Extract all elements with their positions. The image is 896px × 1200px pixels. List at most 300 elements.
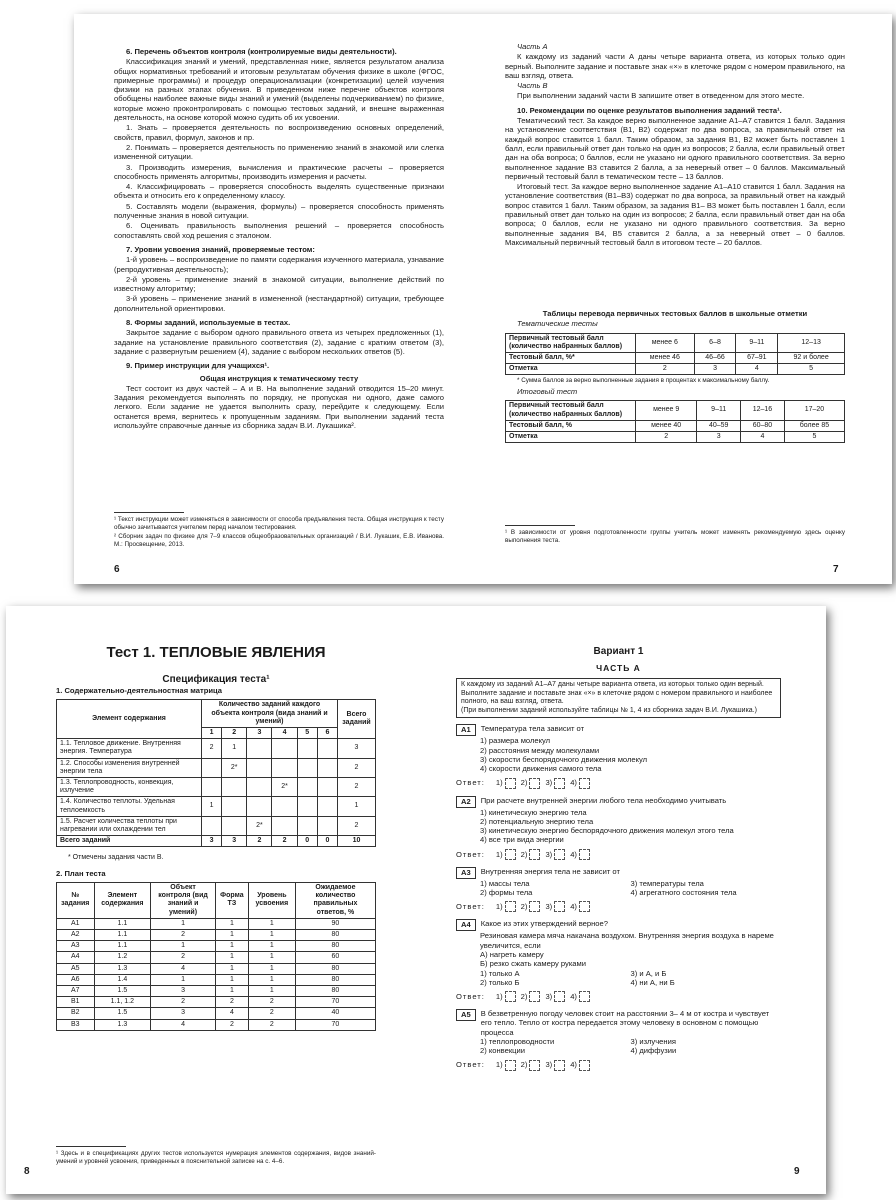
table-cell: Первичный тестовый балл (количество набранных баллов) (506, 333, 636, 352)
question-options (456, 736, 781, 773)
table-cell (247, 739, 272, 758)
option: 2) конвекции (480, 1046, 526, 1056)
footnote: ¹ Текст инструкции может изменяться в зависимости от способа предъявления теста. Общая инструкция к тесту обычно зачитывается учителем перед началом тестирования. (114, 516, 444, 531)
question-statement: Резиновая камера мяча накачана воздухом. Внутренняя энергия воздуха в нареме увеличится, если (480, 931, 774, 950)
question (456, 919, 781, 1003)
table-cell (202, 816, 222, 835)
table-cell: 5 (784, 431, 844, 442)
page-9 (416, 606, 826, 1194)
table-cell (247, 758, 272, 777)
table-row (57, 1008, 376, 1019)
answer-option (496, 1060, 516, 1071)
paragraph: 4. Классифицировать – проверяется способность выделять существенные признаки объекта и относить его к определенному классу. (114, 182, 444, 201)
table-cell: 3 (694, 364, 736, 375)
table-cell (272, 739, 297, 758)
option-row (480, 969, 781, 978)
table-cell: 2* (247, 816, 272, 835)
table-row (506, 431, 845, 442)
table-cell: 60–80 (741, 420, 785, 431)
table-cell: 2 (636, 364, 695, 375)
table-cell: 1 (151, 974, 216, 985)
table-cell (272, 816, 297, 835)
table-row (57, 952, 376, 963)
question-text: В безветренную погоду человек стоит на расстоянии 3– 4 м от костра и чувствует его тепло. Тепло от костра передается этому человеку в основном с помощью процесса (480, 1009, 770, 1037)
table-cell (222, 777, 247, 796)
col-objects: Количество заданий каждого объекта контроля (вида знаний и умений) (202, 700, 338, 728)
col-object-num: 1 (202, 727, 222, 738)
footnote-rule (505, 525, 575, 526)
table-cell: А7 (57, 985, 95, 996)
table-cell: менее 6 (636, 333, 695, 352)
table-cell (297, 797, 317, 816)
answer-option (521, 991, 541, 1002)
table-cell: 1 (248, 918, 295, 929)
option: 1) размера молекул (480, 736, 551, 746)
table-row (57, 777, 376, 796)
instructions: К каждому из заданий А1–А7 даны четыре варианта ответа, из которых только один верный. Выполните задание и поставьте знак «×» в клеточке рядом с номером правильного и наиболее полного, на ваш взгляд, ответа. (461, 681, 773, 706)
table-cell: 0 (297, 836, 317, 847)
table-cell: 1.3 (94, 963, 151, 974)
table-row (57, 997, 376, 1008)
footnote: ¹ Здесь и в спецификациях других тестов используется нумерация элементов содержания, видов знаний-умений и уровней усвоения, приведенных в пояснительной записке на с. 4–6. (56, 1150, 376, 1165)
table-cell (297, 777, 317, 796)
footnote-rule (114, 512, 184, 513)
paragraph: 10. Рекомендации по оценке результатов выполнения заданий теста¹. (517, 105, 782, 115)
table-cell: Первичный тестовый балл (количество набранных баллов) (506, 401, 636, 420)
table-cell: 1 (222, 739, 247, 758)
answer-number: 1) (495, 902, 503, 912)
page-number: 7 (833, 564, 839, 575)
option-row (480, 1046, 781, 1055)
answer-label: Ответ: (456, 902, 485, 912)
paragraph: При выполнении заданий части В запишите ответ в отведенном для этого месте. (517, 91, 805, 101)
option: 3) кинетическую энергию беспорядочного движения молекул этого тела (480, 826, 734, 836)
option: 1) массы тела (480, 878, 530, 888)
table-row (57, 941, 376, 952)
question-header (456, 724, 781, 736)
answer-option (496, 991, 516, 1002)
answer-option (496, 849, 516, 860)
table-cell: 1.4 (94, 974, 151, 985)
answer-checkbox[interactable] (529, 991, 540, 1002)
paragraph: Классификация знаний и умений, представленная ниже, является результатом анализа общих нормативных требований и итоговым результатам обучения физике в школе (ФГОС, примерные программы) и процедур операционализации (конкретизации) целей изучения физики на разных этапах обучения. В приведенном ниже перечне объектов контроля обобщены наиболее важные виды знаний и умений (выделены подчеркиванием) по физике, которые можно проконтролировать с помощью тестовых заданий, и внешне выраженная деятельность, на основе которой можно судить об их усвоении. (114, 57, 444, 123)
thematic-table (505, 333, 845, 376)
question-options (456, 931, 781, 987)
table-cell: 1.1. Тепловое движение. Внутренняя энергия. Температура (57, 739, 202, 758)
answer-row (456, 900, 781, 913)
table-cell (202, 777, 222, 796)
option: 1) кинетическую энергию тела (480, 807, 587, 817)
answer-checkbox[interactable] (529, 778, 540, 789)
question-options (456, 808, 781, 845)
table-cell: Всего заданий (57, 836, 202, 847)
question-number: А4 (456, 919, 476, 931)
answer-checkbox[interactable] (505, 778, 516, 789)
table-cell: 9–11 (736, 333, 778, 352)
table-cell: 2 (338, 816, 376, 835)
page-6 (74, 14, 483, 584)
paragraph: 3-й уровень – применение знаний в измененной (нестандартной) ситуации, требующее дополнительной ориентировки. (114, 294, 444, 313)
table-cell: А5 (57, 963, 95, 974)
answer-row (456, 1059, 781, 1072)
answer-number: 4) (570, 902, 577, 912)
table-cell (317, 777, 337, 796)
page-6-footnotes (114, 506, 444, 549)
table-row (57, 1019, 376, 1030)
answer-option (545, 1060, 565, 1071)
table-cell: 2 (151, 997, 216, 1008)
table-cell: 40–59 (697, 420, 741, 431)
question-header (456, 796, 781, 808)
table-cell (317, 758, 337, 777)
paragraph: Часть А (517, 42, 548, 51)
answer-option (545, 778, 565, 789)
table-cell: 1 (215, 918, 248, 929)
paragraph: 7. Уровни усвоения знаний, проверяемые тестом: (126, 244, 315, 254)
table-cell: 1 (215, 963, 248, 974)
table-cell: В2 (57, 1008, 95, 1019)
table-cell: 80 (295, 929, 375, 940)
answer-option (545, 991, 565, 1002)
paragraph: 5. Составлять модели (выражения, формулы) – проверяется способность применять полученные знания в новой ситуации. (114, 201, 444, 221)
answer-number: 1) (495, 778, 503, 788)
table-cell: 2 (215, 1019, 248, 1030)
table-cell: 2 (636, 431, 697, 442)
table-cell: Отметка (506, 364, 636, 375)
answer-label: Ответ: (456, 1060, 485, 1070)
plan-header: Элемент содержания (94, 882, 151, 918)
question-header (456, 919, 781, 931)
table-row (57, 758, 376, 777)
col-object-num: 5 (297, 727, 317, 738)
table-row (57, 836, 376, 847)
answer-row (456, 990, 781, 1003)
answer-number: 4) (570, 991, 577, 1001)
table-row (506, 364, 845, 375)
answer-option (570, 991, 590, 1002)
table-cell: 2* (272, 777, 297, 796)
answer-checkbox[interactable] (579, 991, 590, 1002)
answer-label: Ответ: (456, 778, 485, 788)
table-cell: 1.3 (94, 1019, 151, 1030)
answer-checkbox[interactable] (554, 849, 565, 860)
table-cell: 1 (151, 941, 216, 952)
page-number: 6 (114, 564, 120, 575)
answer-checkbox[interactable] (579, 849, 590, 860)
paragraph: Закрытое задание с выбором одного правильного ответа из четырех предложенных (1), задание на установление правильного соответствия (2), задание с кратким ответом (3), задание с развернутым решением (4), задание с выбором нескольких ответов (5). (114, 328, 444, 356)
footnote: ¹ В зависимости от уровня подготовленности группы учитель может изменять рекомендуемую здесь оценку выполнения теста. (505, 529, 845, 544)
question-list (456, 724, 781, 1071)
option: 4) скорости движения самого тела (480, 764, 602, 774)
matrix-note: * Отмечены задания части В. (68, 854, 164, 862)
question (456, 867, 781, 914)
answer-number: 1) (495, 849, 503, 859)
answer-number: 1) (495, 1060, 503, 1070)
answer-checkbox[interactable] (505, 1060, 516, 1071)
table-row (57, 974, 376, 985)
table-cell: 1.1 (94, 929, 151, 940)
question-number: А2 (456, 796, 476, 808)
table-cell: 0 (317, 836, 337, 847)
answer-checkbox[interactable] (529, 901, 540, 912)
table-cell: 70 (295, 1019, 375, 1030)
paragraph: К каждому из заданий части А даны четыре варианта ответа, из которых только один верный. Выполните задание и поставьте знак «×» в клеточке рядом с номером правильного, на ваш взгляд, ответа. (505, 52, 845, 80)
table-cell: 4 (151, 963, 216, 974)
paragraph: 2-й уровень – применение знаний в знакомой ситуации, выполнение действий по известному алгоритму; (114, 274, 444, 294)
plan-header: Объект контроля (вид знаний и умений) (151, 882, 216, 918)
answer-checkbox[interactable] (579, 778, 590, 789)
question-header (456, 1009, 781, 1037)
answer-row (456, 777, 781, 790)
option: 2) формы тела (480, 888, 533, 898)
table-cell: 2 (338, 758, 376, 777)
table-cell: 1 (248, 941, 295, 952)
answer-checkbox[interactable] (505, 991, 516, 1002)
question (456, 724, 781, 789)
table-cell: Тестовый балл, %* (506, 353, 636, 364)
table-cell: 1.5. Расчет количества теплоты при нагревании или охлаждении тел (57, 816, 202, 835)
table-cell: 1 (215, 941, 248, 952)
table-row (57, 963, 376, 974)
table-cell: менее 46 (636, 353, 695, 364)
option: 2) потенциальную энергию тела (480, 816, 594, 826)
spec-section (56, 674, 376, 1031)
answer-checkbox[interactable] (505, 849, 516, 860)
answer-option (570, 849, 590, 860)
paragraph: 9. Пример инструкции для учащихся¹. (126, 361, 270, 371)
answer-number: 3) (545, 1060, 553, 1070)
table-cell: 2 (151, 929, 216, 940)
table-cell: А3 (57, 941, 95, 952)
answer-option (521, 778, 541, 789)
table-cell: 1.2. Способы изменения внутренней энергии тела (57, 758, 202, 777)
question-text: При расчете внутренней энергии любого тела необходимо учитывать (480, 795, 727, 805)
paragraph: 6. Оценивать правильность выполнения решений – проверяется способность сопоставлять свой ход решения с эталоном. (114, 221, 444, 240)
answer-option (570, 901, 590, 912)
table-cell: 2 (215, 997, 248, 1008)
table-cell: 80 (295, 974, 375, 985)
table-cell: 1.1 (94, 918, 151, 929)
answer-number: 2) (520, 849, 528, 859)
option-row (480, 978, 781, 987)
table-cell: 3 (697, 431, 741, 442)
page-8 (6, 606, 416, 1194)
col-object-num: 2 (222, 727, 247, 738)
table-cell: 80 (295, 941, 375, 952)
table-cell: 1 (248, 929, 295, 940)
table-cell (317, 739, 337, 758)
table-cell (297, 758, 317, 777)
table-cell (297, 816, 317, 835)
top-spread (74, 14, 892, 584)
answer-checkbox[interactable] (554, 991, 565, 1002)
table-cell: 1.5 (94, 1008, 151, 1019)
answer-checkbox[interactable] (505, 901, 516, 912)
table-cell: 1 (215, 952, 248, 963)
table-cell: 40 (295, 1008, 375, 1019)
table-cell: 3 (338, 739, 376, 758)
answer-number: 3) (545, 849, 553, 859)
question (456, 1009, 781, 1071)
table-cell: 80 (295, 963, 375, 974)
table-cell: более 85 (784, 420, 844, 431)
table-cell: 1 (248, 974, 295, 985)
page-7-footnote (505, 519, 845, 545)
table-cell: Отметка (506, 431, 636, 442)
table-cell: В3 (57, 1019, 95, 1030)
page-6-text (114, 42, 444, 431)
answer-option (545, 849, 565, 860)
table-row (57, 918, 376, 929)
question-statement: Б) резко сжать камеру руками (480, 959, 586, 969)
spec-title: Спецификация теста¹ (162, 674, 270, 685)
instructions-note: (При выполнении заданий используйте таблицы № 1, 4 из сборника задач В.И. Лукашика.) (461, 706, 757, 714)
content-matrix (56, 699, 376, 847)
paragraph: Тематический тест. За каждое верно выполненное задание А1–А7 ставится 1 балл. Задания на установление соответствия (В1, В2) содержат по два вопроса, за правильный ответ на каждый вопрос ставится 1 балл. Таким образом, за задания В1, В2 может быть поставлен 1 балл, если правильный ответ дан только на один из вопросов; 2 балла, если правильный ответ дан на оба вопроса; 0 баллов, если не указано ни одного правильного соответствия. За верно выполненное задание В3 ставится 2 балла, а за неверный ответ – 0 баллов. Максимальный первичный тестовый балл в тематическом тесте – 13 баллов. (505, 116, 845, 181)
paragraph: 1. Знать – проверяется деятельность по воспроизведению основных определений, свойств, правил, формул, законов и пр. (114, 123, 444, 142)
option-row (480, 879, 781, 888)
answer-label: Ответ: (456, 991, 485, 1001)
table-cell: А1 (57, 918, 95, 929)
col-object-num: 4 (272, 727, 297, 738)
paragraph: 3. Производить измерения, вычисления и практические расчеты – проверяется способность применять алгоритмы, производить измерения и расчеты. (114, 162, 444, 181)
table-row (57, 797, 376, 816)
table-cell: 1.3. Теплопроводность, конвекция, излучение (57, 777, 202, 796)
option: 4) диффузии (630, 1046, 677, 1056)
answer-checkbox[interactable] (554, 1060, 565, 1071)
answer-checkbox[interactable] (554, 901, 565, 912)
table-cell: А2 (57, 929, 95, 940)
paragraph: 8. Формы заданий, используемые в тестах. (126, 318, 291, 328)
question-number: А5 (456, 1009, 476, 1021)
table-row (506, 420, 845, 431)
option: 1) только А (480, 968, 520, 978)
table-cell: 46–66 (694, 353, 736, 364)
option: 3) излучения (630, 1037, 676, 1047)
variant-title: Вариант 1 (593, 646, 644, 657)
answer-label: Ответ: (456, 849, 485, 859)
table-row (57, 739, 376, 758)
question-options (456, 879, 781, 898)
answer-checkbox[interactable] (554, 778, 565, 789)
table-cell: менее 9 (636, 401, 697, 420)
col-object-num: 6 (317, 727, 337, 738)
table-row (506, 353, 845, 364)
answer-option (521, 849, 541, 860)
table-cell: 70 (295, 997, 375, 1008)
table-cell: 1 (151, 918, 216, 929)
answer-checkbox[interactable] (579, 1060, 590, 1071)
table-cell (202, 758, 222, 777)
question-text: Температура тела зависит от (480, 724, 585, 734)
table-cell: 1.1 (94, 941, 151, 952)
final-table (505, 400, 845, 443)
footnote: ² Сборник задач по физике для 7–9 классов общеобразовательных организаций / В.И. Лукашик, Е.В. Иванова. М.: Просвещение, 2013. (114, 533, 444, 548)
paragraph: 1-й уровень – воспроизведение по памяти содержания изученного материала, узнавание (репродуктивная деятельность); (114, 255, 444, 274)
paragraph: Тест состоит из двух частей – А и В. На выполнение заданий отводится 15–20 минут. Задания рекомендуется выполнять по порядку, не пропуская ни одного, даже самого легкого. Если задание не удается выполнить сразу, перейдите к следующему. Если останется время, вернитесь к пропущенным заданиям. При выполнении заданий теста используйте справочные данные из сборника задач В.И. Лукашика². (114, 383, 444, 430)
table-cell: 92 и более (778, 353, 845, 364)
table-cell: А6 (57, 974, 95, 985)
answer-number: 3) (545, 991, 553, 1001)
answer-option (496, 778, 516, 789)
table-cell: 2 (247, 836, 272, 847)
paragraph: Общая инструкция к тематическому тесту (199, 373, 359, 383)
table-cell: 5 (778, 364, 845, 375)
answer-number: 2) (520, 1060, 528, 1070)
table-cell (272, 797, 297, 816)
matrix-title: 1. Содержательно-деятельностная матрица (56, 686, 223, 695)
option: 3) и А, и Б (630, 968, 667, 978)
final-label: Итоговый тест (517, 387, 578, 396)
table-cell: 2 (338, 777, 376, 796)
table-cell: 60 (295, 952, 375, 963)
question-number: А1 (456, 724, 476, 736)
table-cell: 12–16 (741, 401, 785, 420)
answer-option (521, 1060, 541, 1071)
option: 2) только Б (480, 977, 520, 987)
answer-checkbox[interactable] (529, 1060, 540, 1071)
option: 4) агрегатного состояния тела (630, 888, 737, 898)
table-row (57, 816, 376, 835)
answer-number: 3) (545, 778, 553, 788)
plan-header: Уровень усвоения (248, 882, 295, 918)
table-note: * Сумма баллов за верно выполненные задания в процентах к максимальному баллу. (517, 377, 770, 385)
thematic-label: Тематические тесты (517, 319, 598, 329)
table-row (506, 333, 845, 352)
part-title: ЧАСТЬ А (596, 663, 641, 673)
table-cell: 3 (151, 985, 216, 996)
table-cell: 1 (248, 952, 295, 963)
table-cell: А4 (57, 952, 95, 963)
option-row (480, 1037, 781, 1046)
table-cell (317, 797, 337, 816)
table-cell: 12–13 (778, 333, 845, 352)
table-cell: 1 (248, 985, 295, 996)
bottom-spread (6, 606, 826, 1194)
table-cell: 4 (151, 1019, 216, 1030)
variant-section (456, 646, 781, 1072)
table-cell: 1.4. Количество теплоты. Удельная теплоемкость (57, 797, 202, 816)
answer-checkbox[interactable] (529, 849, 540, 860)
page-7 (483, 14, 892, 584)
table-cell: 3 (151, 1008, 216, 1019)
table-cell (222, 816, 247, 835)
table-cell: 9–11 (697, 401, 741, 420)
table-cell: Тестовый балл, % (506, 420, 636, 431)
table-cell (222, 797, 247, 816)
table-cell: 1.5 (94, 985, 151, 996)
answer-number: 2) (520, 991, 528, 1001)
option: 3) скорости беспорядочного движения молекул (480, 754, 648, 764)
col-object-num: 3 (247, 727, 272, 738)
plan-header: Форма ТЗ (215, 882, 248, 918)
page-8-footnote (56, 1140, 376, 1166)
table-cell (317, 816, 337, 835)
answer-number: 4) (570, 849, 577, 859)
option-row (480, 888, 781, 897)
table-cell: 80 (295, 985, 375, 996)
option: 4) все три вида энергии (480, 835, 564, 845)
option: 4) ни А, ни Б (630, 977, 675, 987)
question-options (456, 1037, 781, 1056)
table-cell: 2* (222, 758, 247, 777)
answer-option (545, 901, 565, 912)
table-cell: 10 (338, 836, 376, 847)
col-element: Элемент содержания (57, 700, 202, 739)
answer-checkbox[interactable] (579, 901, 590, 912)
table-cell: 4 (736, 364, 778, 375)
table-cell: 17–20 (784, 401, 844, 420)
